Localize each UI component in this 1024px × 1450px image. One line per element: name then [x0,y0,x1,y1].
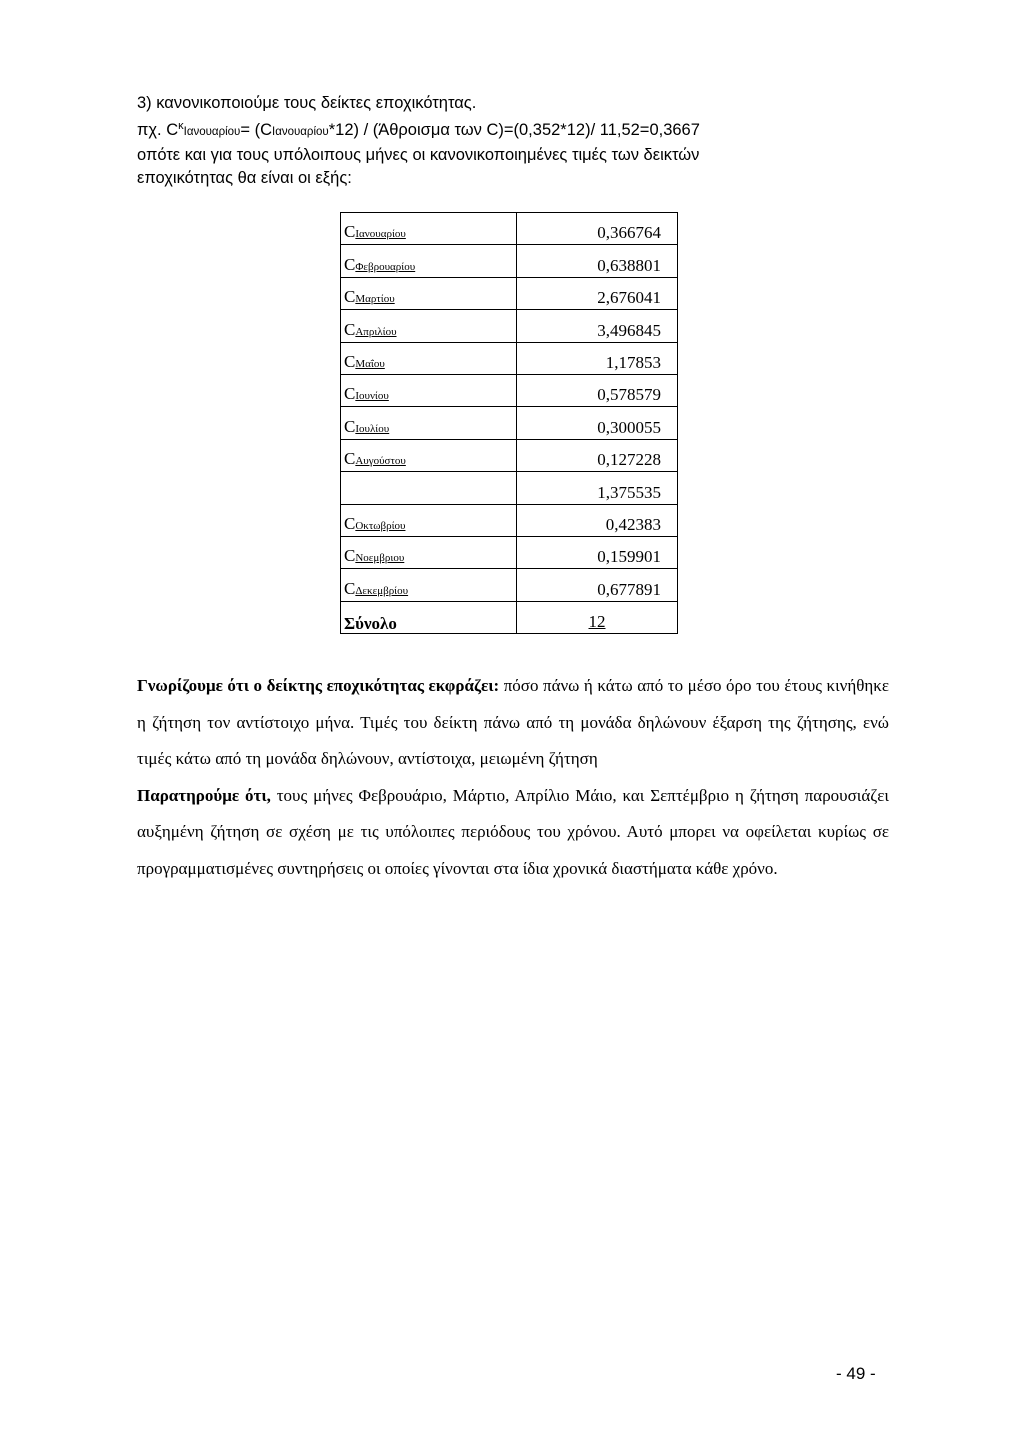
page-number: - 49 - [836,1364,876,1383]
index-letter: C [344,416,356,436]
month-label-cell [341,504,517,536]
month-label-cell [341,472,517,504]
month-name: Ιουνίου [355,390,389,403]
month-name: Ιουλίου [355,422,390,435]
index-value-cell: 1,375535 [517,472,678,504]
intro-section [137,92,897,190]
month-name: Οκτωβρίου [355,519,406,532]
table-row [341,569,678,601]
table-row [341,277,678,309]
formula-superscript: κ [178,120,184,132]
month-label-cell [341,277,517,309]
month-label-cell [341,245,517,277]
month-label-cell [341,213,517,245]
formula-subscript-2: Ιανουαρίου [272,126,329,138]
index-value-cell: 3,496845 [517,310,678,342]
seasonal-table [340,212,678,634]
index-letter: C [344,546,356,566]
index-value-cell: 0,638801 [517,245,678,277]
seasonal-index-table [340,212,677,634]
paragraph-definition [137,668,889,778]
month-name: Ιανουαρίου [355,228,406,241]
table-row [341,407,678,439]
month-label-cell [341,374,517,406]
month-label-cell [341,439,517,471]
month-label-cell [341,342,517,374]
table-row [341,536,678,568]
table-row [341,310,678,342]
formula-prefix: πχ. C [137,121,179,139]
step-heading: 3) κανονικοποιούμε τους δείκτες εποχικότητας. [137,94,477,112]
month-label-cell [341,310,517,342]
index-value-cell: 1,17853 [517,342,678,374]
paragraph-observation-text: τους μήνες Φεβρουάριο, Μάρτιο, Απρίλιο Μάιο, και Σεπτέμβριο η ζήτηση παρουσιάζει αυξημένη ζήτηση σε σχέση με τις υπόλοιπες περιόδους του χρόνου. Αυτό μπορει να οφείλεται κυρίως σε προγραμματισμένες συντηρήσεις οι οποίες γίνονται στα ίδια χρονικά διαστήματα κάθε χρόνο. [137,785,889,878]
index-letter: C [344,578,356,598]
paragraph-definition-text: πόσο πάνω ή κάτω από το μέσο όρο του έτους κινήθηκε η ζήτηση τον αντίστοιχο μήνα. Τιμές του δείκτη πάνω από τη μονάδα δηλώνουν έξαρση της ζήτησης, ενώ τιμές κάτω από τη μονάδα δηλώνουν, αντίστοιχα, μειωμένη ζήτηση [137,676,889,769]
month-label-cell [341,569,517,601]
intro-text-line: εποχικότητας θα είναι οι εξής: [137,169,352,187]
index-letter: C [344,449,356,469]
table-row [341,342,678,374]
table-body [341,213,678,634]
month-name: Νοεμβριου [355,552,405,565]
index-letter: C [344,384,356,404]
total-value: 12 [517,601,678,633]
index-letter: C [344,351,356,371]
formula-line [137,115,897,144]
total-label: Σύνολο [341,601,517,633]
table-row [341,245,678,277]
paragraph-observation-lead: Παρατηρούμε ότι, [137,785,271,805]
paragraph-observation [137,778,889,888]
index-value-cell: 0,300055 [517,407,678,439]
month-name: Αυγούστου [355,455,406,468]
index-value-cell: 0,159901 [517,536,678,568]
month-name: Απριλίου [355,325,397,338]
table-row [341,374,678,406]
index-value-cell: 0,42383 [517,504,678,536]
table-row [341,439,678,471]
table-row [341,472,678,504]
paragraph-definition-lead: Γνωρίζουμε ότι ο δείκτης εποχικότητας εκφράζει: [137,676,500,695]
intro-text-line: οπότε και για τους υπόλοιπους μήνες οι κανονικοποιημένες τιμές των δεικτών [137,146,700,164]
index-value-cell: 2,676041 [517,277,678,309]
formula-subscript: Ιανουαρίου [183,126,241,138]
formula-mid: = (C [240,121,272,139]
total-row [341,601,678,633]
month-name: Φεβρουαρίου [355,260,416,273]
month-label-cell [341,536,517,568]
month-label-cell [341,407,517,439]
month-name: Μαΐου [355,357,385,370]
index-letter: C [344,513,356,533]
index-letter: C [344,222,356,242]
index-value-cell: 0,366764 [517,213,678,245]
index-value-cell: 0,677891 [517,569,678,601]
table-row [341,213,678,245]
month-name: Δεκεμβρίου [355,584,409,597]
index-value-cell: 0,578579 [517,374,678,406]
index-letter: C [344,319,356,339]
month-name: Μαρτίου [355,293,395,306]
formula-rest: *12) / (Άθροισμα των C)=(0,352*12)/ 11,52=0,3667 [328,121,700,139]
index-letter: C [344,287,356,307]
index-value-cell: 0,127228 [517,439,678,471]
index-letter: C [344,254,356,274]
body-text [137,668,889,888]
table-row [341,504,678,536]
